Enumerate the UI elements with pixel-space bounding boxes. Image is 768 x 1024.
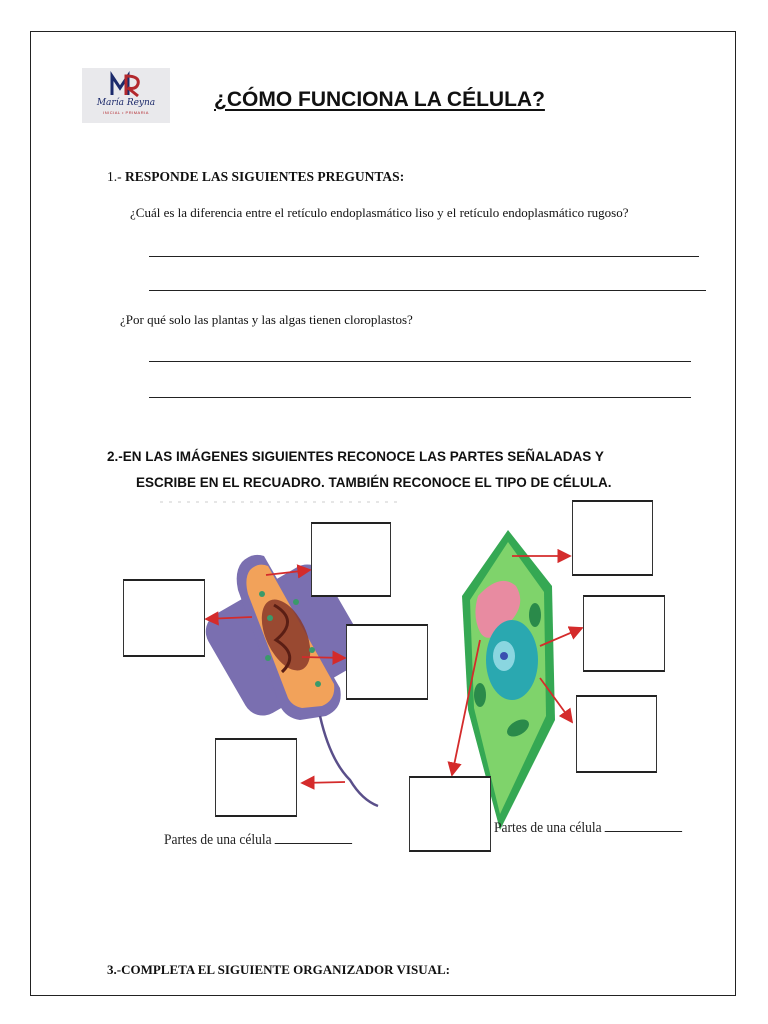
label-box-right-3[interactable]: [576, 695, 657, 773]
caption-left: [164, 832, 352, 849]
section1-heading-text: RESPONDE LAS SIGUIENTES PREGUNTAS:: [125, 169, 405, 184]
question-1: ¿Cuál es la diferencia entre el retículo endoplasmático liso y el retículo endoplasmático rugoso?: [130, 205, 629, 220]
section2-heading-line1: 2.-EN LAS IMÁGENES SIGUIENTES RECONOCE LAS PARTES SEÑALADAS Y: [107, 449, 604, 464]
school-logo: [82, 68, 170, 123]
label-box-right-1[interactable]: [572, 500, 653, 576]
cell-type-blank-right[interactable]: [604, 831, 681, 832]
section1-number: 1.-: [107, 169, 122, 184]
section2-heading-line2: ESCRIBE EN EL RECUADRO. TAMBIÉN RECONOCE EL TIPO DE CÉLULA.: [136, 475, 612, 490]
label-box-left-4[interactable]: [215, 738, 297, 817]
label-box-right-4[interactable]: [409, 776, 491, 852]
label-box-left-2[interactable]: [311, 522, 391, 597]
section1-heading: [107, 169, 404, 185]
answer-line[interactable]: [149, 361, 691, 362]
caption-right-text: Partes de una célula: [494, 820, 602, 836]
logo-mark-icon: [82, 68, 170, 100]
section3-heading: 3.-COMPLETA EL SIGUIENTE ORGANIZADOR VISUAL:: [107, 962, 450, 977]
cell-type-blank-left[interactable]: [274, 843, 351, 844]
answer-line[interactable]: [149, 290, 706, 291]
caption-left-text: Partes de una célula: [164, 832, 272, 848]
page-title: ¿CÓMO FUNCIONA LA CÉLULA?: [214, 88, 545, 111]
logo-name: María Reyna: [96, 98, 156, 108]
question-2: ¿Por qué solo las plantas y las algas tienen cloroplastos?: [120, 312, 413, 327]
answer-line[interactable]: [149, 256, 699, 257]
label-box-left-1[interactable]: [123, 579, 205, 657]
logo-subtitle: INICIAL • PRIMARIA: [103, 110, 149, 115]
label-box-left-3[interactable]: [346, 624, 428, 700]
label-box-right-2[interactable]: [583, 595, 665, 672]
answer-line[interactable]: [149, 397, 691, 398]
caption-right: [494, 820, 682, 837]
